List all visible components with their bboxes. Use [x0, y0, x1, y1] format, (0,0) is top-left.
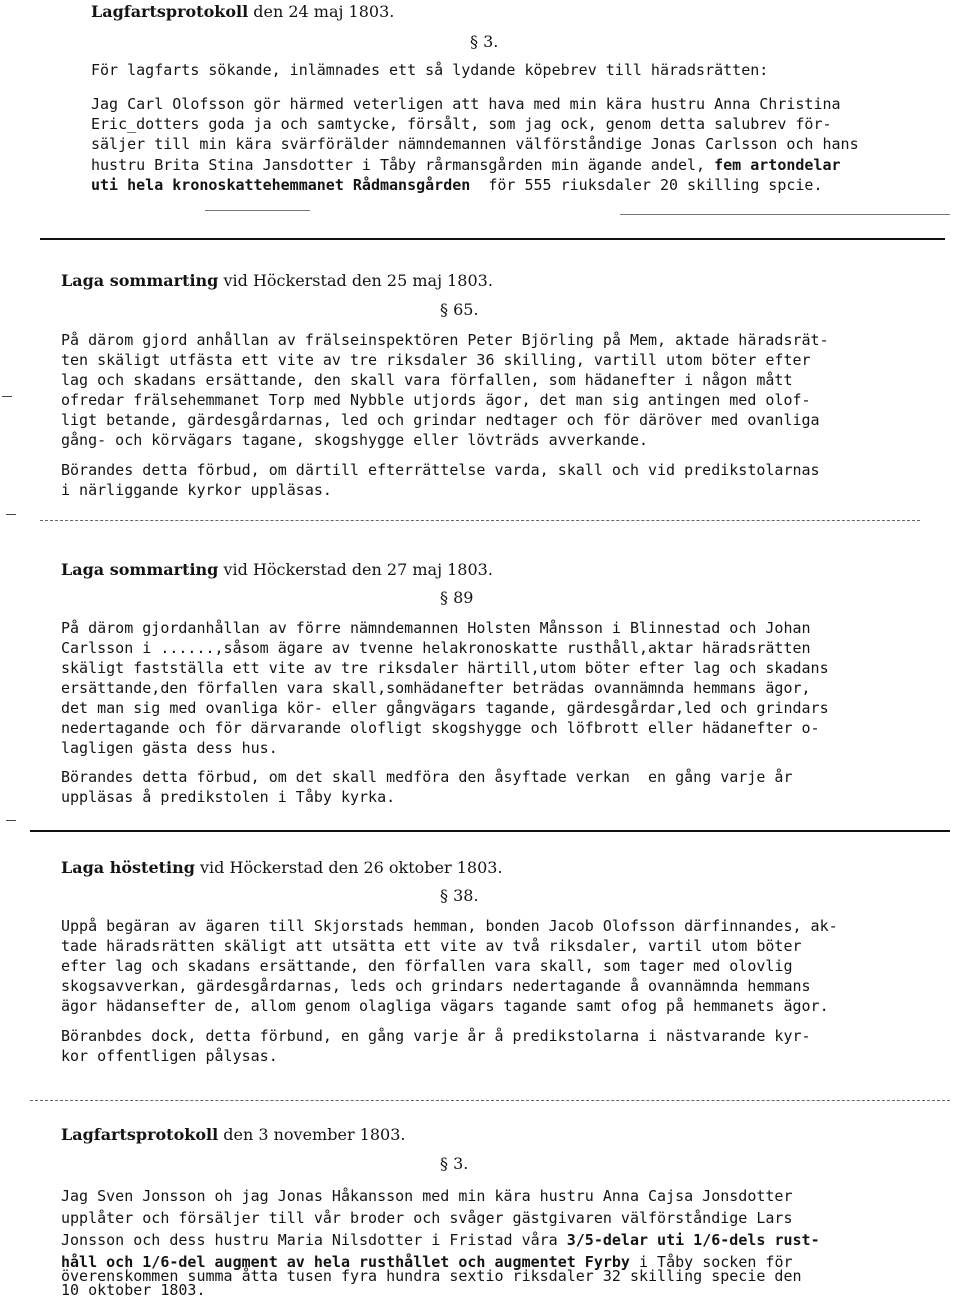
entry1-line-2: Jag Carl Olofsson gör härmed veterligen att hava med min kära hustru Anna Christina	[91, 95, 841, 113]
entry2-line-5: ligt betande, gärdesgårdarnas, led och grindar nedtager och för däröver med ovanliga	[61, 411, 820, 429]
entry1-heading	[91, 2, 394, 22]
entry3-line-5: det man sig med ovanliga kör- eller gångvägars tagande, gärdesgårdar,led och grindars	[61, 699, 829, 717]
entry1-line-6	[91, 175, 823, 195]
entry3-divider	[30, 830, 950, 832]
margin-mark	[6, 514, 16, 515]
entry2-heading-title: Laga sommarting	[61, 271, 219, 290]
entry3-heading-title: Laga sommarting	[61, 560, 219, 579]
entry2-line-1: På därom gjord anhållan av frälseinspektören Peter Björling på Mem, aktade häradsrät-	[61, 331, 829, 349]
entry1-line-1: För lagfarts sökande, inlämnades ett så lydande köpebrev till häradsrätten:	[91, 61, 769, 79]
entry1-line-6-text: för 555 riuksdaler 20 skilling spcie.	[470, 176, 823, 194]
entry5-line-3-bold: 3/5-delar uti 1/6-dels rust-	[566, 1231, 820, 1249]
entry2-para2-line-1: Börandes detta förbud, om därtill efterrättelse varda, skall och vid predikstolarnas	[61, 461, 820, 479]
entry4-para2-line-1: Böranbdes dock, detta förbund, en gång varje år å predikstolarna i nästvarande kyr-	[61, 1027, 811, 1045]
entry4-section: § 38.	[440, 886, 479, 905]
entry4-line-3: efter lag och skadans ersättande, den förfallen vara skall, som tager med olovlig	[61, 957, 793, 975]
entry5-line-2: upplåter och försäljer till vår broder och svåger gästgivaren välförståndige Lars	[61, 1209, 793, 1227]
entry1-line-3: Eric_dotters goda ja och samtycke, försålt, som jag ock, genom detta salubrev för-	[91, 115, 832, 133]
entry5-line-5: överenskommen summa åtta tusen fyra hundra sextio riksdaler 32 skilling specie den	[61, 1267, 802, 1285]
entry1-heading-title: Lagfartsprotokoll	[91, 2, 249, 21]
entry1-line-4: säljer till min kära svärförälder nämndemannen välförståndige Jonas Carlsson och hans	[91, 135, 859, 153]
entry5-heading	[61, 1125, 405, 1145]
entry1-divider-short-right	[620, 214, 950, 215]
entry5-heading-title: Lagfartsprotokoll	[61, 1125, 219, 1144]
entry1-section: § 3.	[470, 32, 499, 51]
entry5-line-4-bold: håll och 1/6-del augment av hela rusthållet och augmentet Fyrby	[61, 1253, 630, 1271]
entry4-line-2: tade häradsrätten skäligt att utsätta ett vite av två riksdaler, vartil utom böter	[61, 937, 802, 955]
entry2-divider	[40, 520, 920, 521]
entry2-heading	[61, 271, 493, 291]
entry5-line-1: Jag Sven Jonsson oh jag Jonas Håkansson med min kära hustru Anna Cajsa Jonsdotter	[61, 1187, 793, 1205]
entry4-line-5: ägor hädansefter de, allom genom olagliga vägars tagande samt ofog på hemmanets ägor.	[61, 997, 829, 1015]
entry1-line-5	[91, 155, 841, 175]
entry2-para2-line-2: i närliggande kyrkor uppläsas.	[61, 481, 332, 499]
entry3-line-1: På därom gjordanhållan av förre nämndemannen Holsten Månsson i Blinnestad och Johan	[61, 619, 811, 637]
entry1-line-6-bold: uti hela kronoskattehemmanet Rådmansgården	[91, 176, 471, 194]
entry5-line-4-text: i Tåby socken för	[629, 1253, 793, 1271]
entry5-line-3	[61, 1230, 820, 1250]
entry2-line-2: ten skäligt utfästa ett vite av tre riksdaler 36 skilling, vartill utom böter efter	[61, 351, 811, 369]
entry1-divider	[40, 238, 945, 240]
entry2-line-4: ofredar frälsehemmanet Torp med Nybble utjords ägor, det man sig antingen med olof-	[61, 391, 811, 409]
entry3-line-6: nedertagande och för därvarande olofligt skogshygge och löfbrott eller hädanefter o-	[61, 719, 820, 737]
entry4-heading-date: vid Höckerstad den 26 oktober 1803.	[194, 858, 503, 877]
entry1-line-5-text: hustru Brita Stina Jansdotter i Tåby rårmansgården min ägande andel,	[91, 156, 715, 174]
entry3-line-4: ersättande,den förfallen vara skall,somhädanefter beträdas ovannämnda hemmans ägor,	[61, 679, 811, 697]
entry3-para2-line-1: Börandes detta förbud, om det skall medföra den åsyftade verkan en gång varje år	[61, 768, 793, 786]
entry2-section: § 65.	[440, 300, 479, 319]
entry3-para2-line-2: uppläsas å predikstolen i Tåby kyrka.	[61, 788, 396, 806]
entry2-heading-date: vid Höckerstad den 25 maj 1803.	[218, 271, 493, 290]
entry5-heading-date: den 3 november 1803.	[218, 1125, 406, 1144]
entry3-line-2: Carlsson i ......,såsom ägare av tvenne helakronoskatte rusthåll,aktar häradsrätten	[61, 639, 811, 657]
entry4-line-4: skogsavverkan, gärdesgårdarnas, leds och grindars nedertagande å ovannämnda hemmans	[61, 977, 811, 995]
entry4-divider	[30, 1100, 950, 1101]
entry3-line-3: skäligt fastställa ett vite av tre riksdaler härtill,utom böter efter lag och skadans	[61, 659, 829, 677]
margin-mark	[6, 820, 16, 821]
entry5-section: § 3.	[440, 1154, 469, 1173]
margin-mark	[2, 396, 12, 397]
entry1-divider-short-left	[205, 210, 310, 211]
entry2-line-6: gång- och körvägars tagane, skogshygge eller lövträds avverkande.	[61, 431, 648, 449]
entry3-heading	[61, 560, 493, 580]
entry3-section: § 89	[440, 588, 474, 607]
entry2-line-3: lag och skadans ersättande, den skall vara förfallen, som hädanefter i någon mått	[61, 371, 793, 389]
entry1-line-5-bold: fem artondelar	[714, 156, 841, 174]
entry5-line-3-text: Jonsson och dess hustru Maria Nilsdotter i Fristad våra	[61, 1231, 567, 1249]
entry4-heading	[61, 858, 503, 878]
entry4-para2-line-2: kor offentligen pålysas.	[61, 1047, 278, 1065]
entry4-heading-title: Laga hösteting	[61, 858, 195, 877]
entry3-heading-date: vid Höckerstad den 27 maj 1803.	[218, 560, 493, 579]
entry3-line-7: lagligen gästa dess hus.	[61, 739, 278, 757]
entry1-heading-date: den 24 maj 1803.	[248, 2, 395, 21]
entry4-line-1: Uppå begäran av ägaren till Skjorstads hemman, bonden Jacob Olofsson därfinnandes, ak-	[61, 917, 838, 935]
entry5-line-6: 10 oktober 1803.	[61, 1281, 206, 1299]
